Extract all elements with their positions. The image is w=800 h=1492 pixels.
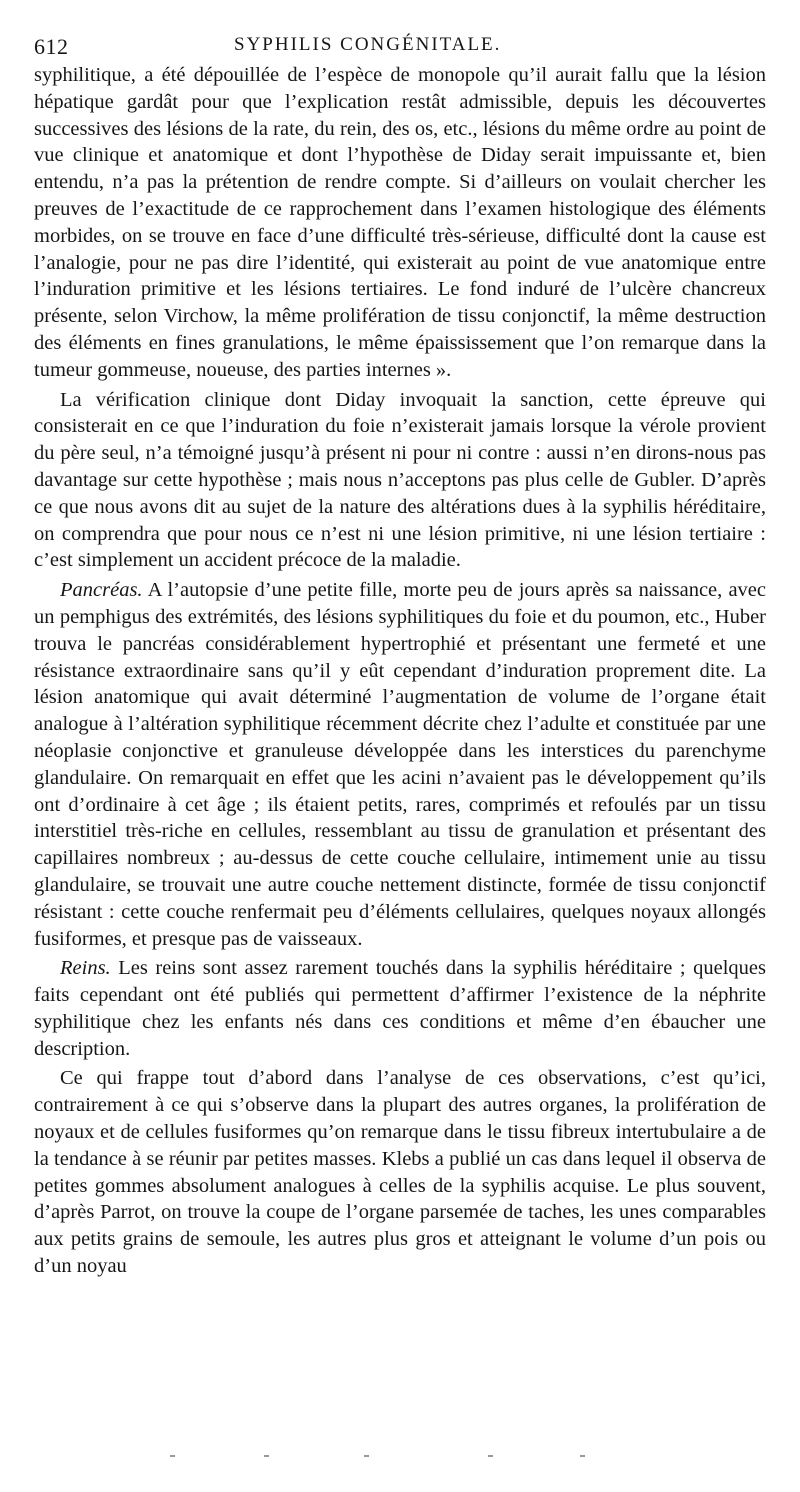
running-title: SYPHILIS CONGÉNITALE. — [234, 34, 502, 55]
paragraph-text: A l’autopsie d’une petite fille, morte peu de jours après sa naissance, avec un pemphigus des extrémités, des lésions syphilitiques du foie et du poumon, etc., Huber trouva le pancréas considérablement hypertrophié et présentant une fermeté et une résistance extraordinaire sans qu’il y eût cependant d’induration proprement dite. La lésion anatomique qui avait déterminé l’augmentation de volume de l’organe était analogue à l’altération syphilitique récemment décrite chez l’adulte et constituée par une néoplasie conjonctive et granuleuse développée dans les interstices du parenchyme glandulaire. On remarquait en effet que les acini n’avaient pas le développement qu’ils ont d’ordinaire à cet âge ; ils étaient petits, rares, comprimés et refoulés par un tissu interstitiel très-riche en cellules, ressemblant au tissu de granulation et présentant des capillaires nombreux ; au-dessus de cette couche cellulaire, intimement unie au tissu glandulaire, se trouvait une autre couche nettement distincte, formée de tissu conjonctif résistant : cette couche renfermait peu d’éléments cellulaires, quelques noyaux allongés fusiformes, et presque pas de vaisseaux. — [34, 579, 766, 950]
speck — [488, 1455, 493, 1457]
speck — [170, 1455, 175, 1457]
print-specks — [170, 1452, 670, 1462]
section-lead-reins: Reins. — [60, 957, 111, 980]
book-page — [34, 28, 766, 1280]
paragraph-text: La vérification clinique dont Diday invoquait la sanction, cette épreuve qui consisterait en ce que l’induration du foie n’existerait jamais lorsque la vérole provient du père seul, n’a témoigné jusqu’à présent ni pour ni contre : aussi n’en dirons-nous pas davantage sur cette hypothèse ; mais nous n’acceptons pas plus celle de Gubler. D’après ce que nous avons dit au sujet de la nature des altérations dues à la syphilis héréditaire, on comprendra que pour nous ce n’est ni une lésion primitive, ni une lésion tertiaire : c’est simplement un accident précoce de la maladie. — [34, 388, 766, 572]
page-number: 612 — [34, 34, 69, 59]
paragraph-clinical-verification — [34, 387, 766, 575]
speck — [580, 1455, 585, 1457]
paragraph-pancreas — [34, 577, 766, 952]
paragraph-text: syphilitique, a été dépouillée de l’espèce de monopole qu’il aurait fallu que la lésion hépatique gardât pour que l’explication restât admissible, depuis les découvertes successives des lésions de la rate, du rein, des os, etc., lésions du même ordre au point de vue clinique et anatomique et dont l’hypothèse de Diday serait impuissante et, bien entendu, n’a pas la prétention de rendre compte. Si d’ailleurs on voulait chercher les preuves de l’exactitude de ce rapprochement dans l’examen histologique des éléments morbides, on se trouve en face d’une difficulté très-sérieuse, difficulté dont la cause est l’analogie, pour ne pas dire l’identité, qui existerait au point de vue anatomique entre l’induration primitive et les lésions tertiaires. Le fond induré de l’ulcère chancreux présente, selon Virchow, la même prolifération de tissu conjonctif, la même destruction des éléments en fines granulations, le même épaississement que l’on remarque dans la tumeur gommeuse, noueuse, des parties internes ». — [34, 64, 766, 381]
section-lead-pancreas: Pancréas. — [60, 579, 143, 602]
paragraph-text: Les reins sont assez rarement touchés dans la syphilis héréditaire ; quelques faits cependant ont été publiés qui permettent d’affirmer l’existence de la néphrite syphilitique chez les enfants nés dans ces conditions et même d’en ébaucher une description. — [34, 957, 766, 1060]
page-header — [34, 28, 766, 62]
speck — [364, 1455, 369, 1457]
paragraph-observations — [34, 1065, 766, 1279]
paragraph-text: Ce qui frappe tout d’abord dans l’analyse de ces observations, c’est qu’ici, contrairement à ce qui s’observe dans la plupart des autres organes, la prolifération de noyaux et de cellules fusiformes qu’on remarque dans le tissu fibreux intertubulaire a de la tendance à se réunir par petites masses. Klebs a publié un cas dans lequel il observa de petites gommes absolument analogues à celles de la syphilis acquise. Le plus souvent, d’après Parrot, on trouve la coupe de l’organe parsemée de taches, les unes comparables aux petits grains de semoule, les autres plus gros et atteignant le volume d’un pois ou d’un noyau — [34, 1067, 766, 1278]
paragraph-continuation — [34, 62, 766, 384]
speck — [264, 1455, 269, 1457]
paragraph-reins — [34, 955, 766, 1062]
